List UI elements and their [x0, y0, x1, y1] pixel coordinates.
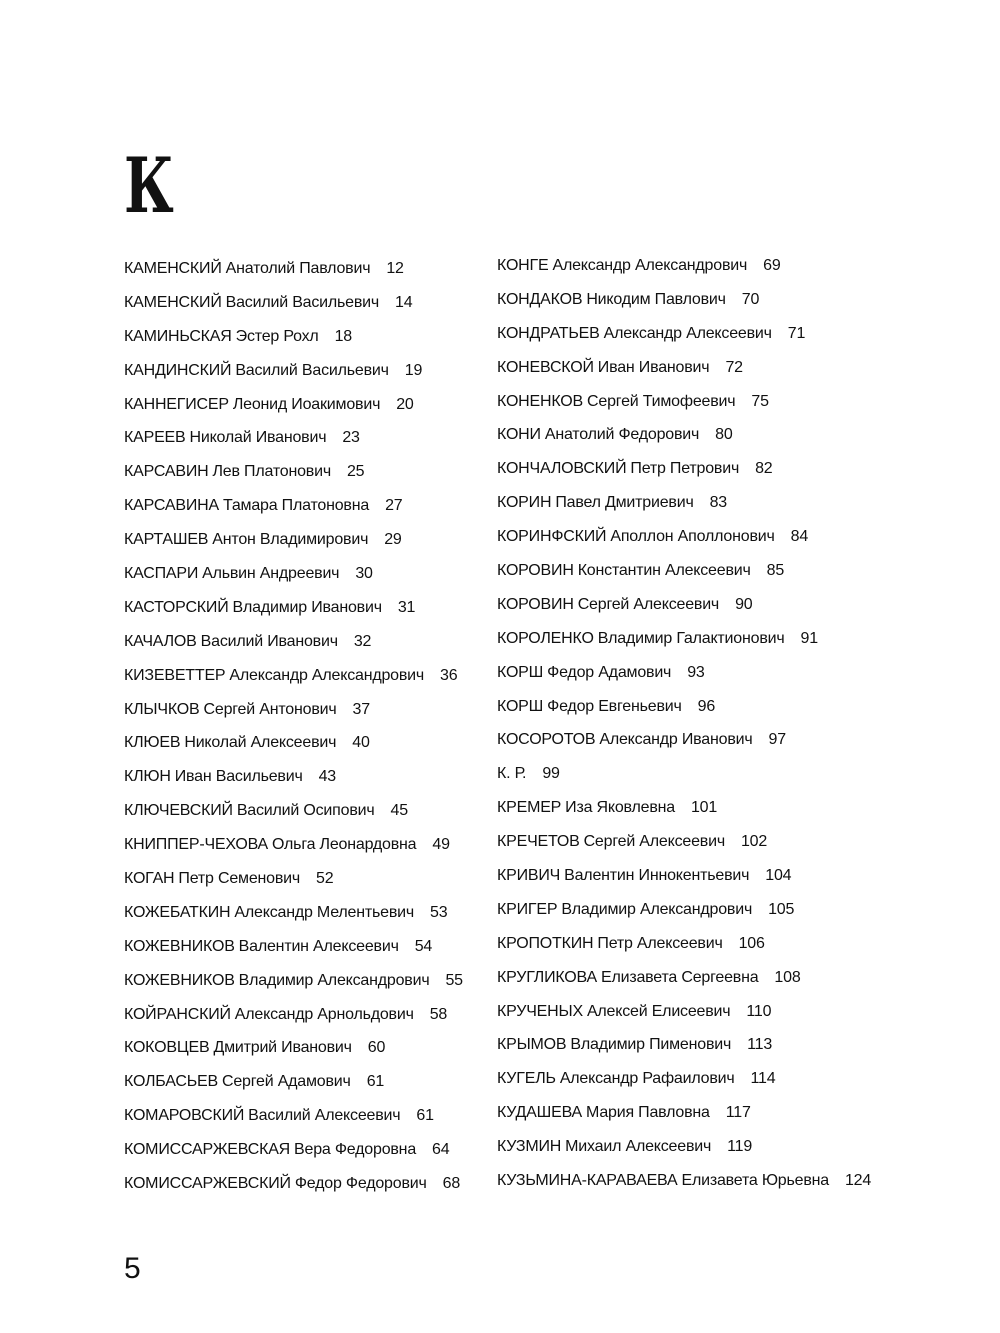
index-entry	[497, 1101, 897, 1135]
entry-surname: КАРТАШЕВ	[124, 531, 209, 549]
entry-surname: КОРШ	[497, 697, 544, 715]
entry-given-name: Антон Владимирович	[212, 531, 369, 549]
entry-page-number: 60	[367, 1039, 386, 1057]
entry-page-number: 104	[765, 867, 792, 885]
index-entry	[497, 796, 897, 830]
index-entry	[124, 664, 484, 698]
entry-surname: КАЧАЛОВ	[124, 632, 197, 650]
index-column-left	[124, 257, 484, 1206]
entry-page-number: 12	[386, 260, 404, 277]
index-entry	[124, 359, 484, 393]
entry-page-number: 69	[763, 257, 781, 274]
index-entry	[124, 935, 484, 969]
index-entry	[124, 426, 484, 460]
entry-surname: КОМИССАРЖЕВСКИЙ	[124, 1175, 291, 1193]
entry-given-name: Владимир Иванович	[232, 598, 382, 616]
entry-page-number: 32	[353, 632, 372, 650]
entry-given-name: Василий Васильевич	[225, 293, 380, 311]
entry-page-number: 53	[430, 903, 448, 921]
entry-surname: КОРОВИН	[497, 595, 574, 613]
entry-given-name: Анатолий Федорович	[544, 426, 700, 444]
entry-page-number: 61	[416, 1107, 434, 1125]
entry-surname: КЛЮЕВ	[124, 734, 181, 752]
entry-given-name: Владимир Александрович	[561, 900, 753, 918]
entry-page-number: 45	[390, 802, 408, 820]
entry-given-name: Николай Иванович	[189, 429, 327, 447]
entry-given-name: Эстер Рохл	[235, 327, 319, 345]
entry-page-number: 84	[790, 528, 809, 546]
entry-surname: КРУЧЕНЫХ	[497, 1002, 583, 1020]
index-entry	[497, 661, 897, 695]
entry-given-name: Александр Иванович	[599, 731, 753, 749]
entry-page-number: 83	[709, 494, 728, 512]
entry-page-number: 70	[741, 290, 760, 308]
entry-given-name: Федор Евгеньевич	[547, 697, 682, 715]
entry-given-name: Валентин Иннокентьевич	[564, 867, 750, 885]
index-entry	[124, 969, 484, 1003]
entry-page-number: 119	[727, 1138, 753, 1156]
entry-page-number: 105	[768, 900, 795, 918]
entry-surname: КОЖЕБАТКИН	[124, 903, 231, 921]
entry-surname: КАРСАВИН	[124, 463, 209, 481]
entry-surname: КОНЕНКОВ	[497, 392, 584, 410]
entry-given-name: Иван Иванович	[597, 358, 710, 376]
entry-surname: КРУГЛИКОВА	[497, 968, 597, 986]
entry-page-number: 91	[800, 629, 818, 647]
entry-surname: КУДАШЕВА	[497, 1104, 583, 1122]
index-entry	[124, 833, 484, 867]
index-entry	[124, 528, 484, 562]
entry-surname: КОСОРОТОВ	[497, 731, 596, 749]
entry-surname: КРОПОТКИН	[497, 934, 594, 952]
index-entry	[497, 830, 897, 864]
entry-page-number: 90	[735, 595, 753, 613]
entry-surname: КОНДРАТЬЕВ	[497, 324, 600, 342]
index-entry	[124, 1104, 484, 1138]
entry-page-number: 61	[366, 1073, 385, 1091]
entry-given-name: Сергей Тимофеевич	[587, 392, 736, 410]
index-entry	[124, 494, 484, 528]
entry-page-number: 19	[404, 361, 423, 379]
entry-surname: КОЛБАСЬЕВ	[124, 1073, 218, 1091]
entry-page-number: 30	[355, 565, 373, 583]
index-entry	[124, 393, 484, 427]
entry-page-number: 99	[542, 765, 560, 783]
entry-surname: КОНЕВСКОЙ	[497, 358, 594, 376]
index-entry	[124, 1036, 484, 1070]
entry-surname: КОКОВЦЕВ	[124, 1039, 210, 1057]
entry-given-name: Никодим Павлович	[586, 290, 726, 308]
entry-given-name: Альвин Андреевич	[202, 565, 340, 583]
entry-page-number: 108	[774, 968, 801, 986]
entry-page-number: 114	[750, 1070, 776, 1088]
index-entry	[497, 491, 897, 525]
entry-given-name: Александр Мелентьевич	[234, 903, 414, 921]
index-column-right	[497, 254, 897, 1203]
entry-given-name: Леонид Иоакимович	[232, 395, 381, 413]
entry-surname: К. Р.	[497, 765, 527, 783]
entry-given-name: Владимир Александрович	[238, 971, 430, 989]
index-entry	[124, 901, 484, 935]
entry-surname: КАМЕНСКИЙ	[124, 260, 222, 277]
entry-given-name: Александр Александрович	[229, 666, 425, 684]
entry-surname: КУЗЬМИНА-КАРАВАЕВА	[497, 1172, 678, 1190]
entry-given-name: Иван Васильевич	[174, 768, 303, 786]
entry-surname: КОРОЛЕНКО	[497, 629, 594, 647]
entry-given-name: Александр Александрович	[552, 257, 748, 274]
entry-surname: КОЖЕВНИКОВ	[124, 971, 235, 989]
entry-given-name: Михаил Алексеевич	[565, 1138, 712, 1156]
entry-page-number: 71	[787, 324, 806, 342]
entry-page-number: 110	[746, 1002, 772, 1020]
index-entry	[497, 525, 897, 559]
entry-page-number: 43	[318, 768, 337, 786]
entry-given-name: Павел Дмитриевич	[555, 494, 694, 512]
entry-given-name: Сергей Алексеевич	[583, 833, 725, 851]
entry-surname: КРЕЧЕТОВ	[497, 833, 580, 851]
index-entry	[497, 1033, 897, 1067]
entry-page-number: 27	[385, 497, 403, 515]
index-entry	[497, 898, 897, 932]
index-entry	[497, 1169, 897, 1203]
entry-surname: КИЗЕВЕТТЕР	[124, 666, 226, 684]
entry-page-number: 20	[396, 395, 414, 413]
index-entry	[497, 356, 897, 390]
entry-given-name: Николай Алексеевич	[184, 734, 337, 752]
entry-page-number: 25	[346, 463, 365, 481]
entry-given-name: Анатолий Павлович	[225, 260, 371, 277]
entry-surname: КЛЫЧКОВ	[124, 700, 200, 718]
index-entry	[124, 562, 484, 596]
entry-given-name: Мария Павловна	[586, 1104, 710, 1122]
index-entry	[124, 325, 484, 359]
entry-given-name: Владимир Галактионович	[597, 629, 785, 647]
entry-given-name: Федор Федорович	[294, 1175, 427, 1193]
index-entry	[497, 695, 897, 729]
index-entry	[124, 867, 484, 901]
index-entry	[497, 864, 897, 898]
entry-surname: КАСТОРСКИЙ	[124, 598, 229, 616]
entry-given-name: Василий Васильевич	[235, 361, 389, 379]
index-entry	[497, 423, 897, 457]
index-entry	[124, 799, 484, 833]
entry-given-name: Федор Адамович	[547, 663, 672, 681]
entry-surname: КАСПАРИ	[124, 565, 199, 583]
entry-surname: КОРИНФСКИЙ	[497, 528, 607, 546]
entry-page-number: 37	[352, 700, 370, 718]
entry-surname: КОНДАКОВ	[497, 290, 583, 308]
entry-surname: КНИППЕР-ЧЕХОВА	[124, 836, 268, 854]
entry-page-number: 31	[397, 598, 416, 616]
index-entry	[124, 765, 484, 799]
index-entry	[124, 630, 484, 664]
entry-page-number: 85	[766, 562, 785, 580]
entry-page-number: 23	[342, 429, 360, 447]
entry-page-number: 80	[715, 426, 733, 444]
index-entry	[497, 1135, 897, 1169]
entry-surname: КОМАРОВСКИЙ	[124, 1107, 245, 1125]
entry-surname: КЛЮЧЕВСКИЙ	[124, 802, 233, 820]
index-entry	[124, 731, 484, 765]
index-entry	[497, 1000, 897, 1034]
entry-given-name: Василий Иванович	[200, 632, 338, 650]
index-entry	[497, 627, 897, 661]
entry-surname: КУЗМИН	[497, 1138, 562, 1156]
entry-surname: КОНИ	[497, 426, 541, 444]
entry-surname: КОРИН	[497, 494, 552, 512]
entry-given-name: Петр Петрович	[630, 460, 740, 478]
entry-surname: КОМИССАРЖЕВСКАЯ	[124, 1141, 291, 1159]
entry-surname: КЛЮН	[124, 768, 171, 786]
index-entry	[497, 288, 897, 322]
entry-surname: КРЫМОВ	[497, 1036, 567, 1054]
index-entry	[497, 966, 897, 1000]
entry-page-number: 101	[690, 799, 718, 817]
entry-page-number: 52	[316, 870, 334, 888]
entry-given-name: Петр Семенович	[178, 870, 301, 888]
entry-page-number: 55	[445, 971, 463, 989]
index-entry	[497, 457, 897, 491]
entry-surname: КУГЕЛЬ	[497, 1070, 556, 1088]
entry-surname: КОРШ	[497, 663, 544, 681]
entry-surname: КОЖЕВНИКОВ	[124, 937, 235, 955]
entry-page-number: 68	[442, 1175, 461, 1193]
entry-given-name: Владимир Пименович	[570, 1036, 732, 1054]
entry-given-name: Лев Платонович	[212, 463, 331, 481]
entry-given-name: Василий Осипович	[236, 802, 375, 820]
entry-given-name: Александр Рафаилович	[559, 1070, 735, 1088]
entry-page-number: 106	[738, 934, 765, 952]
index-entry	[497, 390, 897, 424]
entry-page-number: 117	[725, 1104, 751, 1122]
entry-page-number: 54	[414, 937, 433, 955]
entry-given-name: Аполлон Аполлонович	[610, 528, 775, 546]
index-entry	[124, 1003, 484, 1037]
page-number: 5	[124, 1252, 141, 1285]
entry-given-name: Василий Алексеевич	[248, 1107, 401, 1125]
entry-given-name: Елизавета Сергеевна	[600, 968, 759, 986]
entry-given-name: Сергей Антонович	[203, 700, 337, 718]
entry-page-number: 96	[697, 697, 716, 715]
entry-page-number: 102	[740, 833, 768, 851]
index-entry	[124, 460, 484, 494]
entry-given-name: Сергей Алексеевич	[577, 595, 720, 613]
index-entry	[497, 762, 897, 796]
entry-page-number: 93	[687, 663, 705, 681]
entry-surname: КОНГЕ	[497, 257, 549, 274]
entry-given-name: Тамара Платоновна	[222, 497, 370, 515]
entry-page-number: 113	[747, 1036, 773, 1054]
entry-given-name: Ольга Леонардовна	[271, 836, 417, 854]
index-entry	[497, 593, 897, 627]
entry-page-number: 64	[432, 1141, 450, 1159]
index-entry	[497, 1067, 897, 1101]
entry-surname: КАННЕГИСЕР	[124, 395, 229, 413]
entry-page-number: 18	[334, 327, 352, 345]
entry-surname: КАМЕНСКИЙ	[124, 293, 222, 311]
entry-surname: КАРЕЕВ	[124, 429, 186, 447]
entry-given-name: Иза Яковлевна	[565, 799, 675, 817]
index-entry	[497, 254, 897, 288]
index-entry	[124, 1070, 484, 1104]
index-entry	[497, 322, 897, 356]
entry-page-number: 40	[352, 734, 370, 752]
entry-given-name: Александр Арнольдович	[234, 1005, 414, 1023]
index-entry	[497, 728, 897, 762]
entry-given-name: Валентин Алексеевич	[238, 937, 399, 955]
entry-surname: КОГАН	[124, 870, 175, 888]
entry-given-name: Александр Алексеевич	[603, 324, 772, 342]
entry-given-name: Петр Алексеевич	[597, 934, 723, 952]
index-entry	[497, 559, 897, 593]
entry-page-number: 36	[440, 666, 458, 684]
entry-page-number: 14	[395, 293, 413, 311]
entry-surname: КРИВИЧ	[497, 867, 561, 885]
entry-surname: КОРОВИН	[497, 562, 574, 580]
entry-given-name: Вера Федоровна	[294, 1141, 417, 1159]
entry-page-number: 82	[755, 460, 773, 478]
entry-page-number: 72	[725, 358, 743, 376]
entry-page-number: 29	[384, 531, 402, 549]
entry-page-number: 75	[751, 392, 769, 410]
entry-surname: КАМИНЬСКАЯ	[124, 327, 232, 345]
entry-surname: КАНДИНСКИЙ	[124, 361, 232, 379]
entry-given-name: Дмитрий Иванович	[213, 1039, 352, 1057]
index-entry	[124, 257, 484, 291]
index-entry	[124, 291, 484, 325]
entry-given-name: Алексей Елисеевич	[586, 1002, 731, 1020]
index-entry	[497, 932, 897, 966]
entry-page-number: 49	[432, 836, 450, 854]
entry-surname: КРИГЕР	[497, 900, 558, 918]
entry-surname: КОЙРАНСКИЙ	[124, 1005, 231, 1023]
index-entry	[124, 1172, 484, 1206]
index-entry	[124, 1138, 484, 1172]
entry-given-name: Сергей Адамович	[221, 1073, 351, 1091]
entry-surname: КОНЧАЛОВСКИЙ	[497, 460, 627, 478]
index-entry	[124, 596, 484, 630]
entry-page-number: 58	[429, 1005, 448, 1023]
entry-given-name: Константин Алексеевич	[577, 562, 751, 580]
entry-given-name: Елизавета Юрьевна	[681, 1172, 829, 1190]
entry-page-number: 124	[844, 1172, 872, 1190]
entry-page-number: 97	[768, 731, 786, 749]
entry-surname: КРЕМЕР	[497, 799, 562, 817]
entry-surname: КАРСАВИНА	[124, 497, 219, 515]
section-letter-heading: К	[124, 141, 173, 230]
index-entry	[124, 698, 484, 732]
